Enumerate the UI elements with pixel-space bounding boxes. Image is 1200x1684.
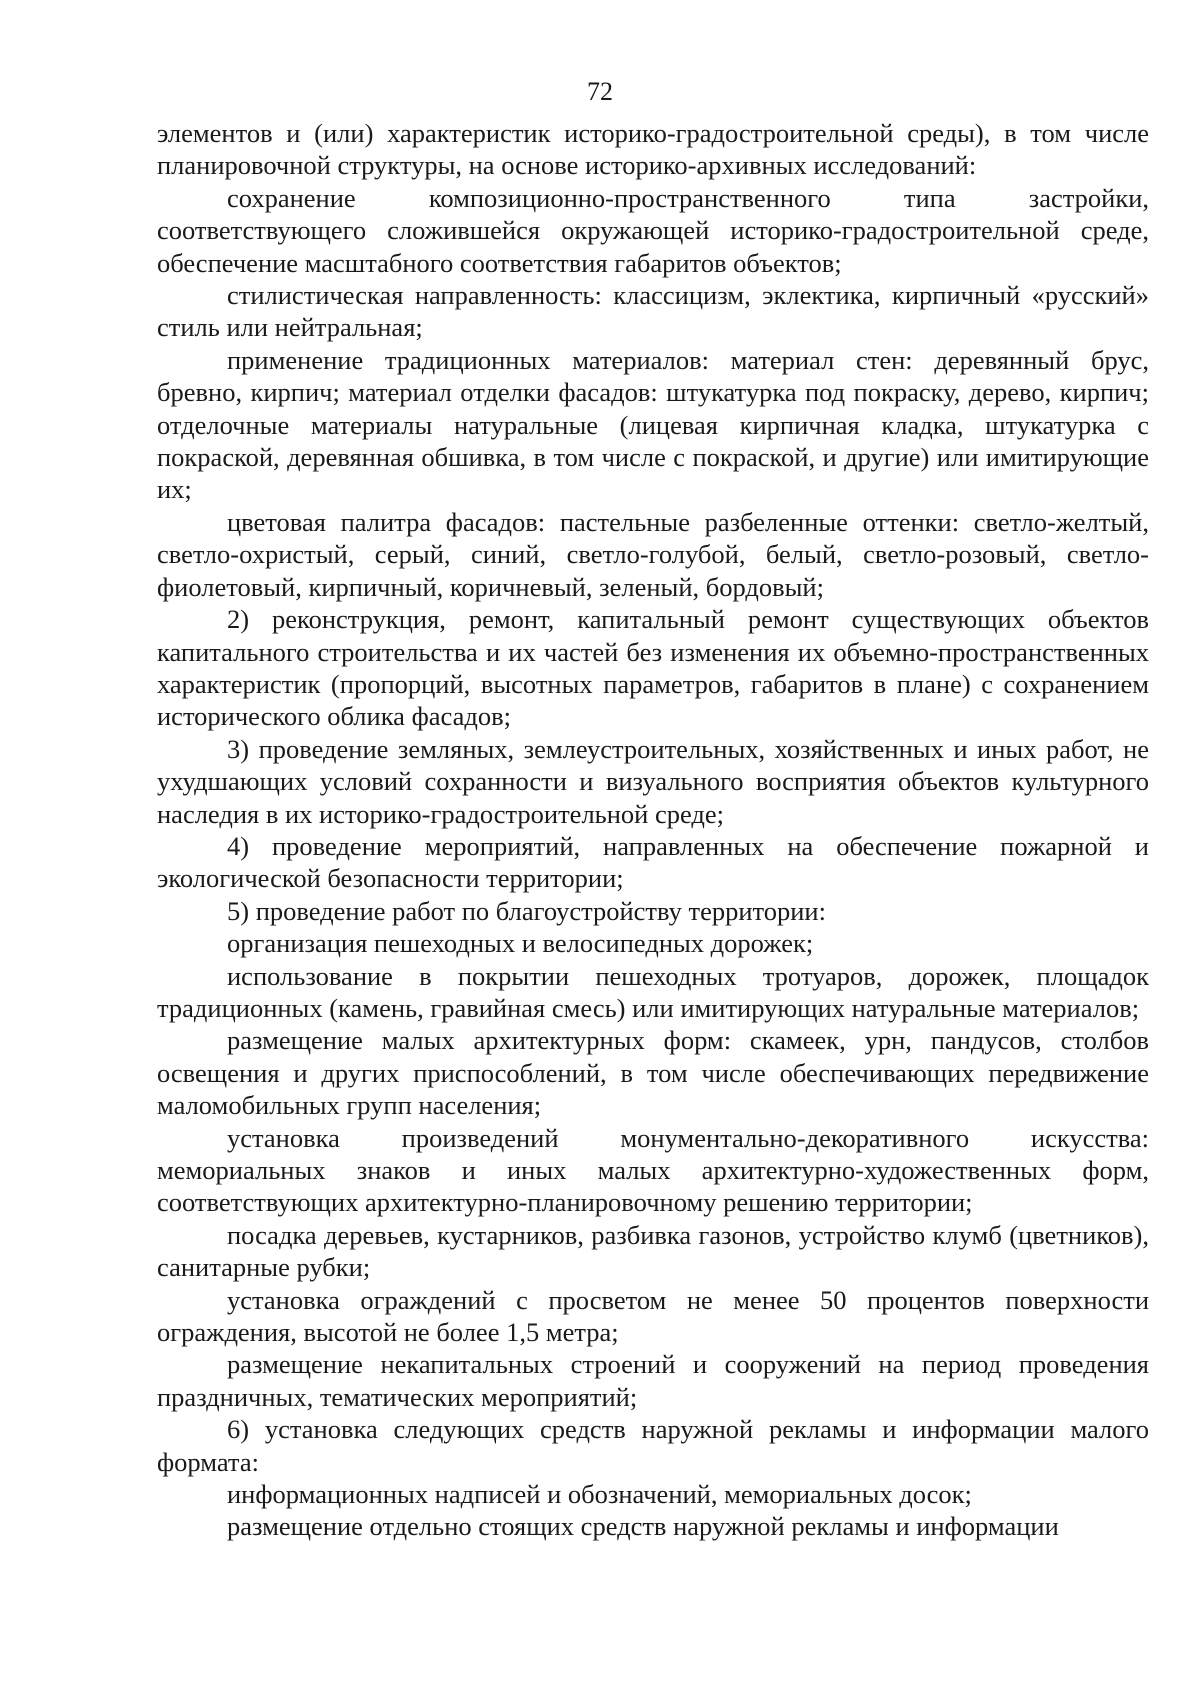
paragraph-information-signs: информационных надписей и обозначений, мемориальных досок; xyxy=(227,1479,972,1510)
paragraph-facade-color-palette: цветовая палитра фасадов: пастельные разбеленные оттенки: светло-желтый, светло-охристый, серый, синий, светло-голубой, белый, светло-розовый, светло-фиолетовый, кирпичный, коричневый, зеленый, бордовый; xyxy=(157,506,1149,602)
paragraph-item-6-advertising: 6) установка следующих средств наружной рекламы и информации малого формата: xyxy=(157,1414,1149,1477)
paragraph-item-2-reconstruction: 2) реконструкция, ремонт, капитальный ремонт существующих объектов капитального строительства и их частей без изменения их объемно-пространственных характеристик (пропорций, высотных параметров, габаритов в плане) с сохранением исторического облика фасадов; xyxy=(157,604,1149,732)
paragraph-item-5-landscaping: 5) проведение работ по благоустройству территории: xyxy=(227,895,826,926)
paragraph-small-architectural-forms: размещение малых архитектурных форм: скамеек, урн, пандусов, столбов освещения и других приспособлений, в том числе обеспечивающих передвижение маломобильных групп населения; xyxy=(157,1025,1149,1121)
paragraph-continuation: элементов и (или) характеристик историко-градостроительной среды), в том числе планировочной структуры, на основе историко-архивных исследований: xyxy=(157,118,1149,181)
paragraph-standalone-advertising: размещение отдельно стоящих средств наружной рекламы и информации xyxy=(227,1511,1059,1542)
paragraph-paving-materials: использование в покрытии пешеходных тротуаров, дорожек, площадок традиционных (камень, гравийная смесь) или имитирующих натуральные материалов; xyxy=(157,960,1149,1023)
paragraph-pedestrian-paths: организация пешеходных и велосипедных дорожек; xyxy=(227,928,814,959)
paragraph-monumental-art: установка произведений монументально-декоративного искусства: мемориальных знаков и иных малых архитектурно-художественных форм, соответствующих архитектурно-планировочному решению территории; xyxy=(157,1122,1149,1218)
document-body xyxy=(157,117,1149,1543)
paragraph-item-3-earthworks: 3) проведение земляных, землеустроительных, хозяйственных и иных работ, не ухудшающих условий сохранности и визуального восприятия объектов культурного наследия в их историко-градостроительной среде; xyxy=(157,733,1149,829)
paragraph-stylistic-direction: стилистическая направленность: классицизм, эклектика, кирпичный «русский» стиль или нейтральная; xyxy=(157,280,1149,343)
paragraph-fencing: установка ограждений с просветом не менее 50 процентов поверхности ограждения, высотой не более 1,5 метра; xyxy=(157,1284,1149,1348)
paragraph-planting: посадка деревьев, кустарников, разбивка газонов, устройство клумб (цветников), санитарные рубки; xyxy=(157,1219,1149,1283)
paragraph-item-4-safety: 4) проведение мероприятий, направленных на обеспечение пожарной и экологической безопасности территории; xyxy=(157,830,1149,894)
paragraph-temporary-structures: размещение некапитальных строений и сооружений на период проведения праздничных, тематических мероприятий; xyxy=(157,1349,1149,1412)
paragraph-composition-type: сохранение композиционно-пространственного типа застройки, соответствующего сложившейся окружающей историко-градостроительной среде, обеспечение масштабного соответствия габаритов объектов; xyxy=(157,182,1149,278)
page-number: 72 xyxy=(587,77,613,106)
paragraph-traditional-materials: применение традиционных материалов: материал стен: деревянный брус, бревно, кирпич; материал отделки фасадов: штукатурка под покраску, дерево, кирпич; отделочные материалы натуральные (лицевая кирпичная кладка, штукатурка с покраской, деревянная обшивка, в том числе с покраской, и другие) или имитирующие их; xyxy=(157,344,1149,505)
